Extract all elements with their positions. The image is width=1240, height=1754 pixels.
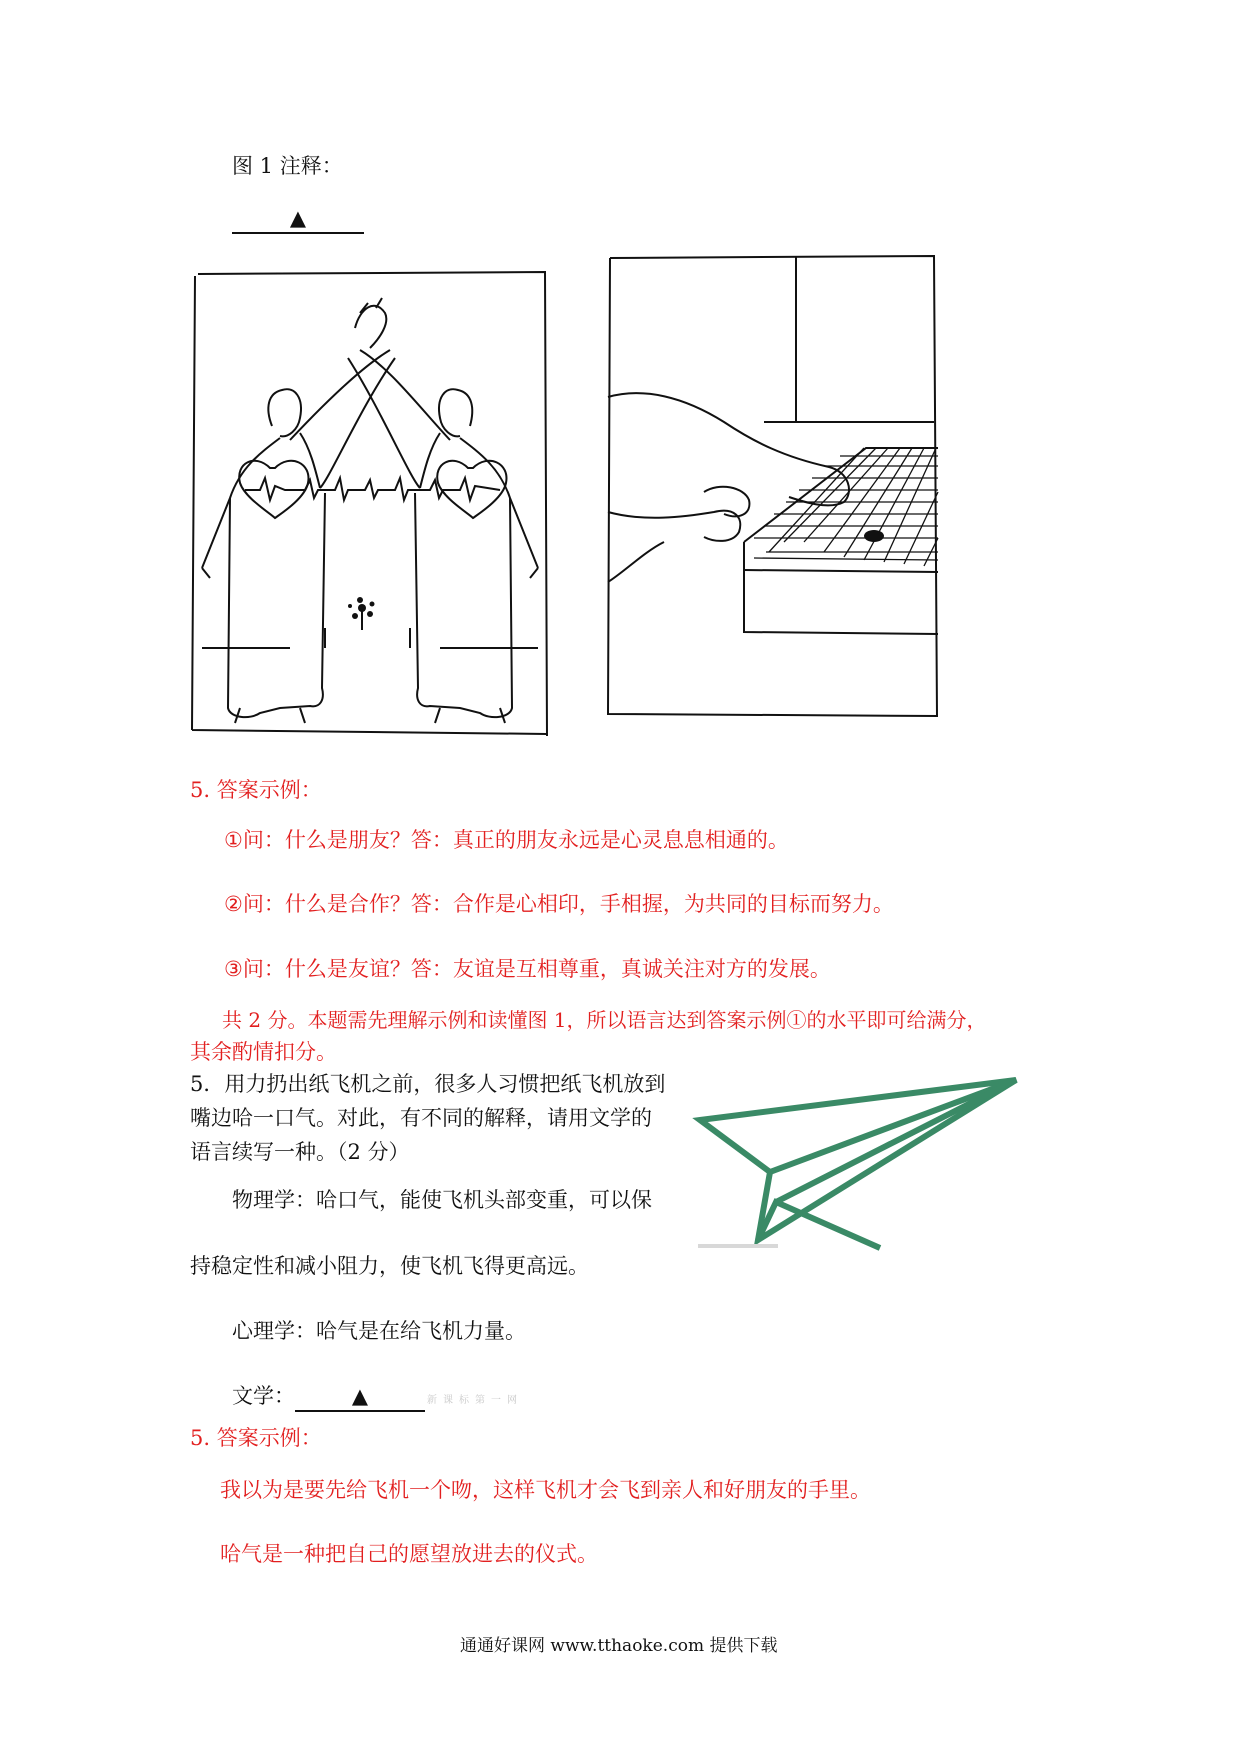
physics-line-1: 物理学：哈口气，能使飞机头部变重，可以保 [232, 1188, 652, 1212]
answer1-item-1: ①问：什么是朋友？答：真正的朋友永远是心灵息息相通的。 [224, 828, 789, 852]
psychology-line: 心理学：哈气是在给飞机力量。 [232, 1319, 526, 1343]
friendship-cartoon-illustration [190, 268, 550, 738]
question5-line-2: 嘴边哈一口气。对此，有不同的解释，请用文学的 [190, 1106, 652, 1130]
footer-text: 通通好课网 www.tthaoke.com 提供下载 [460, 1636, 778, 1656]
figure-note-blank [232, 204, 364, 234]
answer2-item-1: 我以为是要先给飞机一个吻，这样飞机才会飞到亲人和好朋友的手里。 [220, 1478, 871, 1502]
physics-line-2: 持稳定性和减小阻力，使飞机飞得更高远。 [190, 1254, 589, 1278]
answer2-heading: 5. 答案示例： [190, 1426, 322, 1450]
answer1-heading: 5. 答案示例： [190, 778, 322, 802]
figure-note-label: 图 1 注释： [232, 154, 343, 178]
answer2-item-2: 哈气是一种把自己的愿望放进去的仪式。 [220, 1542, 598, 1566]
question5-line-1: 5．用力扔出纸飞机之前，很多人习惯把纸飞机放到 [190, 1072, 666, 1096]
answer1-item-2: ②问：什么是合作？答：合作是心相印，手相握，为共同的目标而努力。 [224, 892, 894, 916]
answer1-scoring-line2: 其余酌情扣分。 [190, 1040, 337, 1064]
literature-line [232, 1382, 523, 1415]
literature-blank: ▲ [295, 1382, 425, 1412]
paper-airplane-icon [696, 1072, 1022, 1264]
answer1-scoring-line1: 共 2 分。本题需先理解示例和读懂图 1，所以语言达到答案示例①的水平即可给满分， [222, 1008, 987, 1032]
go-stone-hand-illustration [604, 252, 944, 722]
question5-line-3: 语言续写一种。（2 分） [190, 1140, 410, 1164]
literature-label: 文学： [232, 1384, 295, 1408]
answer1-item-3: ③问：什么是友谊？答：友谊是互相尊重，真诚关注对方的发展。 [224, 957, 831, 981]
watermark-text: 新课标第一网 [427, 1395, 523, 1406]
blank-marker: ▲ [232, 204, 364, 234]
